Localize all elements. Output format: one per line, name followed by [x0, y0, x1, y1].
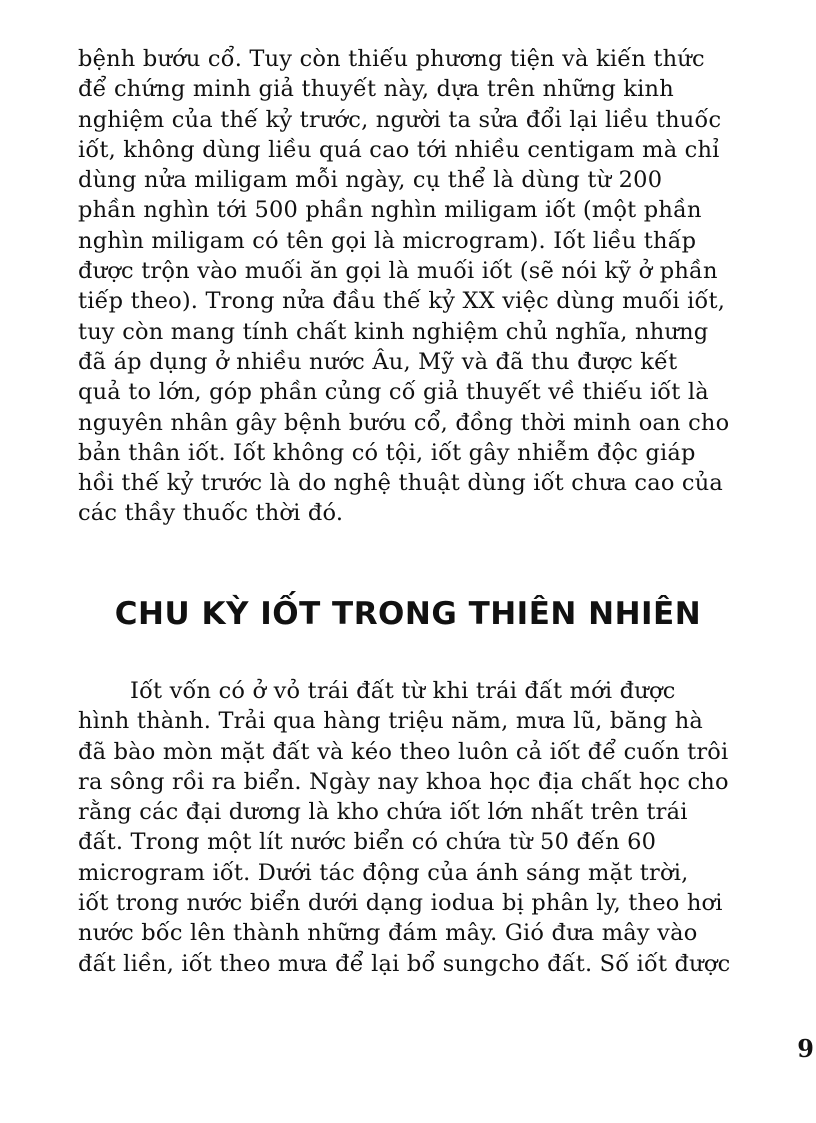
text-line: ra sông rồi ra biển. Ngày nay khoa học địa chất học cho — [78, 768, 729, 795]
body-paragraph-1 — [78, 44, 816, 529]
text-line: để chứng minh giả thuyết này, dựa trên những kinh — [78, 76, 674, 103]
text-line: nguyên nhân gây bệnh bướu cổ, đồng thời minh oan cho — [78, 409, 730, 436]
text-line: quả to lớn, góp phần củng cố giả thuyết về thiếu iốt là — [78, 379, 709, 406]
text-line: Iốt vốn có ở vỏ trái đất từ khi trái đất mới được — [130, 678, 676, 704]
text-line: đã áp dụng ở nhiều nước Âu, Mỹ và đã thu được kết — [78, 348, 678, 375]
text-line: phần nghìn tới 500 phần nghìn miligam iốt (một phần — [78, 197, 702, 224]
text-line: hồi thế kỷ trước là do nghệ thuật dùng iốt chưa cao của — [78, 470, 724, 497]
text-line: đất liền, iốt theo mưa để lại bổ sungcho đất. Số iốt được — [78, 950, 731, 977]
text-line: nghiệm của thế kỷ trước, người ta sửa đổi lại liều thuốc — [78, 106, 722, 133]
text-line: microgram iốt. Dưới tác động của ánh sáng mặt trời, — [78, 859, 689, 886]
body-paragraph-2 — [78, 676, 816, 979]
text-line: dùng nửa miligam mỗi ngày, cụ thể là dùng từ 200 — [78, 167, 663, 194]
text-line: tuy còn mang tính chất kinh nghiệm chủ nghĩa, nhưng — [78, 318, 709, 345]
text-line: nghìn miligam có tên gọi là microgram). Iốt liều thấp — [78, 227, 697, 254]
text-line: bệnh bướu cổ. Tuy còn thiếu phương tiện và kiến thức — [78, 46, 705, 72]
text-line: iốt trong nước biển dưới dạng iodua bị phân ly, theo hơi — [78, 890, 723, 917]
text-line: nước bốc lên thành những đám mây. Gió đưa mây vào — [78, 920, 698, 947]
text-line: tiếp theo). Trong nửa đầu thế kỷ XX việc dùng muối iốt, — [78, 288, 726, 315]
section-heading: CHU KỲ IỐT TRONG THIÊN NHIÊN — [114, 596, 702, 632]
text-line: được trộn vào muối ăn gọi là muối iốt (sẽ nói kỹ ở phần — [78, 258, 718, 285]
page-number: 9 — [797, 1034, 814, 1063]
text-line: iốt, không dùng liều quá cao tới nhiều centigam mà chỉ — [78, 136, 720, 163]
text-line: rằng các đại dương là kho chứa iốt lớn nhất trên trái — [78, 799, 688, 826]
text-line: các thầy thuốc thời đó. — [78, 500, 344, 527]
text-line: đã bào mòn mặt đất và kéo theo luôn cả iốt để cuốn trôi — [78, 738, 729, 765]
text-line: bản thân iốt. Iốt không có tội, iốt gây nhiễm độc giáp — [78, 439, 696, 466]
text-line: đất. Trong một lít nước biển có chứa từ 50 đến 60 — [78, 829, 657, 856]
text-line: hình thành. Trải qua hàng triệu năm, mưa lũ, băng hà — [78, 708, 704, 735]
